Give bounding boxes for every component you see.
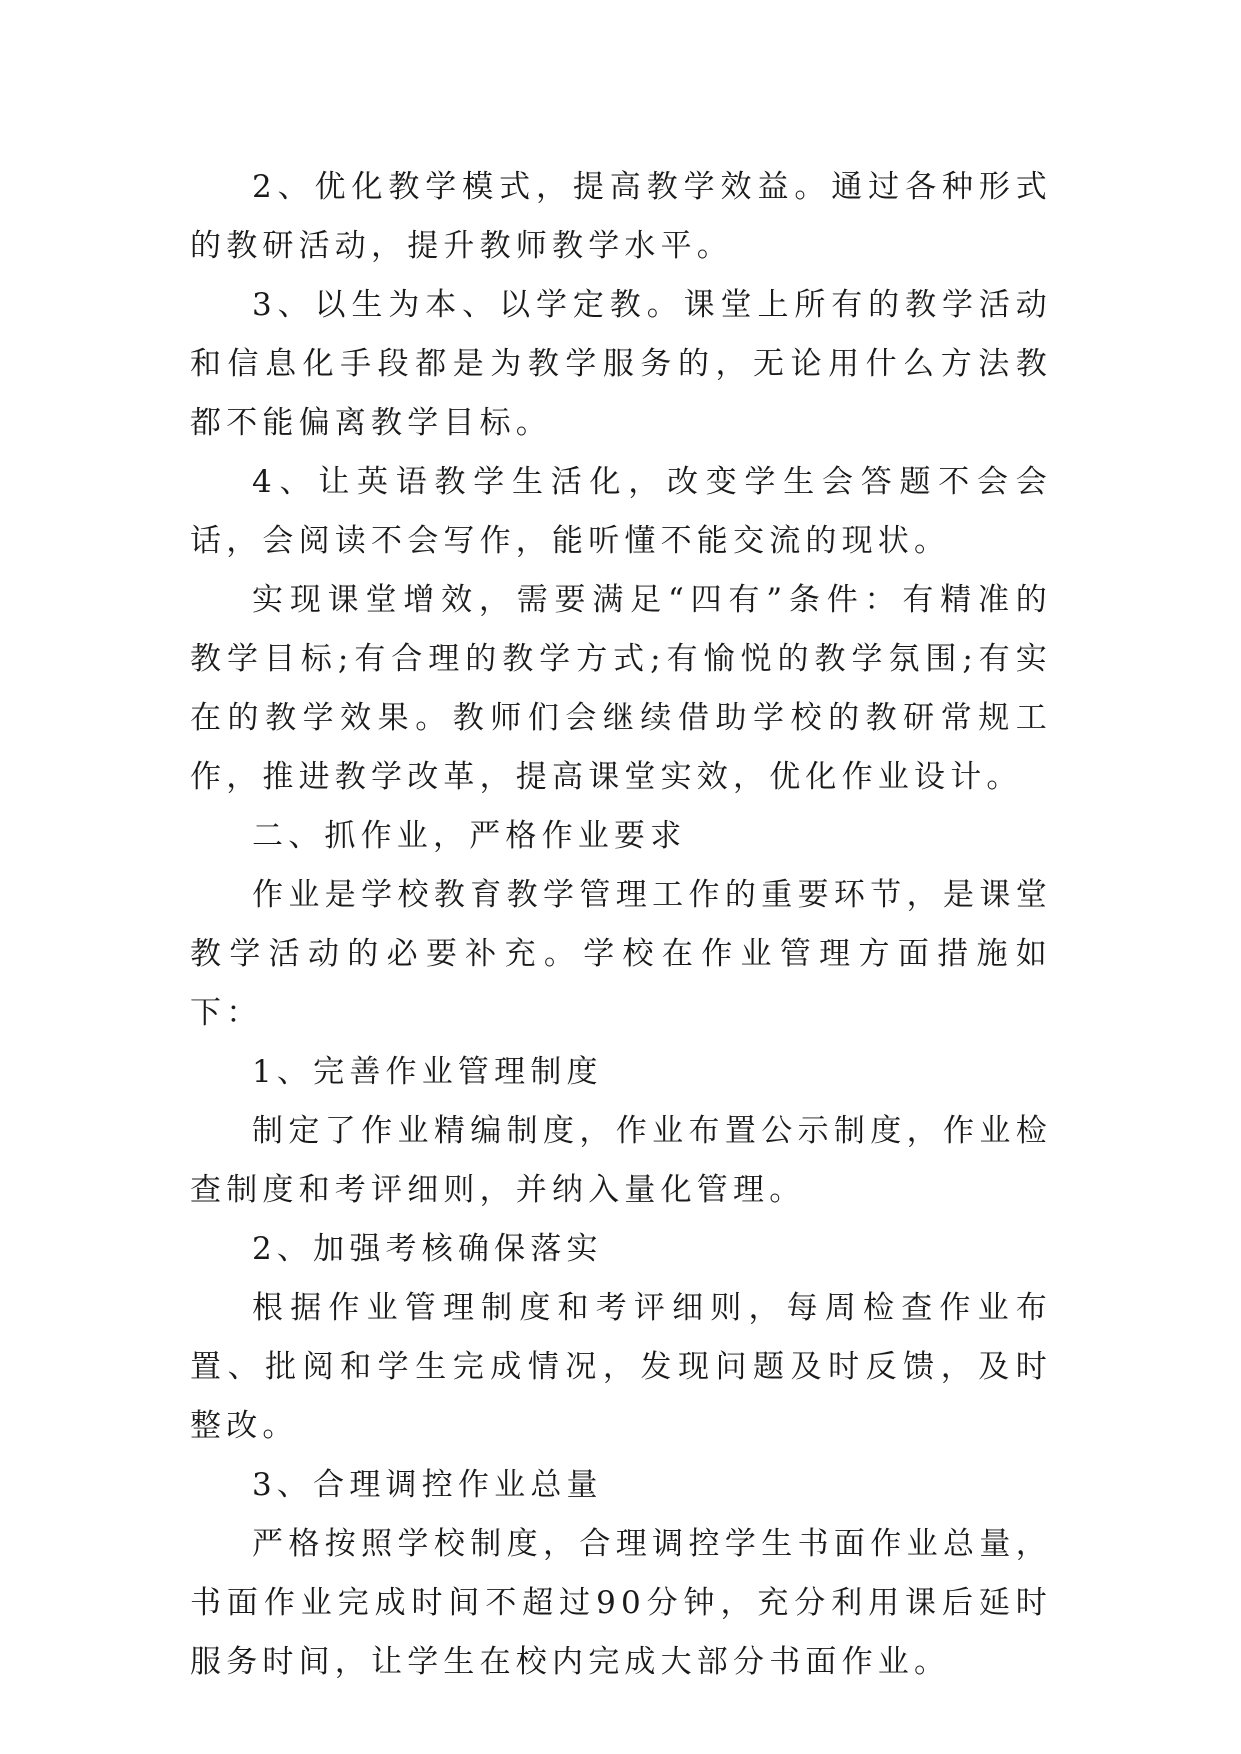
paragraph-student-centered: 3、以生为本、以学定教。课堂上所有的教学活动和信息化手段都是为教学服务的，无论用什么方法教都不能偏离教学目标。 [190,287,1052,441]
paragraph-homework-intro: 作业是学校教育教学管理工作的重要环节，是课堂教学活动的必要补充。学校在作业管理方面措施如下： [190,877,1052,1031]
paragraph-workload: 严格按照学校制度，合理调控学生书面作业总量，书面作业完成时间不超过90分钟，充分利用课后延时服务时间，让学生在校内完成大部分书面作业。 [190,1526,1052,1680]
document-page [190,158,1052,1692]
paragraph-assessment: 根据作业管理制度和考评细则，每周检查作业布置、批阅和学生完成情况，发现问题及时反馈，及时整改。 [190,1290,1052,1444]
subheading-homework-system: 1、完善作业管理制度 [252,1054,603,1090]
paragraph-teaching-mode: 2、优化教学模式，提高教学效益。通过各种形式的教研活动，提升教师教学水平。 [190,169,1052,264]
subheading-assessment: 2、加强考核确保落实 [252,1231,603,1267]
paragraph-english-teaching: 4、让英语教学生活化，改变学生会答题不会会话，会阅读不会写作，能听懂不能交流的现状。 [190,464,1052,559]
paragraph-four-conditions: 实现课堂增效，需要满足“四有”条件：有精准的教学目标;有合理的教学方式;有愉悦的教学氛围;有实在的教学效果。教师们会继续借助学校的教研常规工作，推进教学改革，提高课堂实效，优化作业设计。 [190,582,1052,795]
paragraph-homework-system: 制定了作业精编制度，作业布置公示制度，作业检查制度和考评细则，并纳入量化管理。 [190,1113,1052,1208]
subheading-workload: 3、合理调控作业总量 [252,1467,603,1503]
section-heading-homework: 二、抓作业，严格作业要求 [252,818,687,854]
